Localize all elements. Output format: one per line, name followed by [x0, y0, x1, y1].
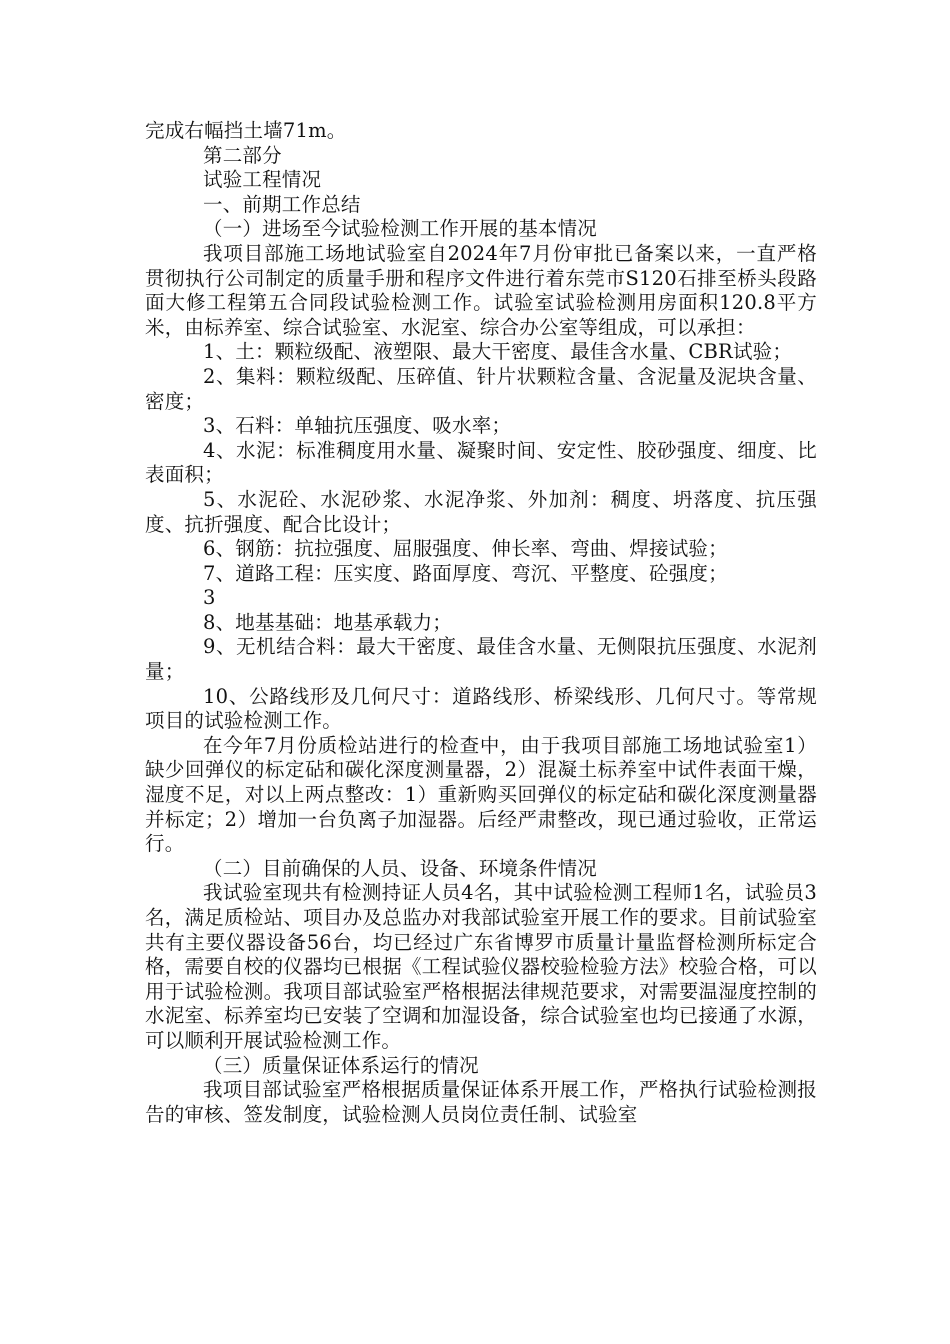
subsection-heading-3: （三）质量保证体系运行的情况: [203, 1053, 479, 1077]
document-body: [145, 119, 817, 1127]
list-item-aggregate: 2、集料：颗粒级配、压碎值、针片状颗粒含量、含泥量及泥块含量、密度；: [145, 364, 817, 413]
section-heading-1: 一、前期工作总结: [203, 192, 361, 216]
subsection-heading-2: （二）目前确保的人员、设备、环境条件情况: [203, 856, 598, 880]
list-item-concrete: 5、水泥砼、水泥砂浆、水泥净浆、外加剂：稠度、坍落度、抗压强度、抗折强度、配合比设计；: [145, 487, 817, 536]
list-item-foundation: 8、地基基础：地基承载力；: [203, 610, 453, 634]
list-item-cement: 4、水泥：标准稠度用水量、凝聚时间、安定性、胶砂强度、细度、比表面积；: [145, 438, 817, 487]
page-number: 3: [203, 586, 216, 610]
paragraph-retaining-wall: 完成右幅挡土墙71m。: [145, 119, 347, 142]
paragraph-quality: 我项目部试验室严格根据质量保证体系开展工作，严格执行试验检测报告的审核、签发制度，试验检测人员岗位责任制、试验室: [145, 1078, 817, 1126]
subsection-heading-1: （一）进场至今试验检测工作开展的基本情况: [203, 217, 598, 241]
list-item-binder: 9、无机结合料：最大干密度、最佳含水量、无侧限抗压强度、水泥剂量；: [145, 635, 817, 684]
paragraph-intro: 我项目部施工场地试验室自2024年7月份审批已备案以来，一直严格贯彻执行公司制定的质量手册和程序文件进行着东莞市S120石排至桥头段路面大修工程第五合同段试验检测工作。试验室试验检测用房面积120.8平方米，由标养室、综合试验室、水泥室、综合办公室等组成，可以承担：: [145, 241, 817, 339]
list-item-rebar: 6、钢筋：抗拉强度、屈服强度、伸长率、弯曲、焊接试验；: [203, 537, 728, 561]
paragraph-inspection: 在今年7月份质检站进行的检查中，由于我项目部施工场地试验室1）缺少回弹仪的标定砧和碳化深度测量器，2）混凝土标养室中试件表面干燥，湿度不足，对以上两点整改：1）重新购买回弹仪的标定砧和碳化深度测量器并标定；2）增加一台负离子加湿器。后经严肃整改，现已通过验收，正常运行。: [145, 733, 817, 856]
paragraph-personnel: 我试验室现共有检测持证人员4名，其中试验检测工程师1名，试验员3名，满足质检站、项目办及总监办对我部试验室开展工作的要求。目前试验室共有主要仪器设备56台，均已经过广东省博罗市质量计量监督检测所标定合格，需要自校的仪器均已根据《工程试验仪器校验检验方法》校验合格，可以用于试验检测。我项目部试验室严格根据法律规范要求，对需要温湿度控制的水泥室、标养室均已安装了空调和加湿设备，综合试验室也均已接通了水源，可以顺利开展试验检测工作。: [145, 881, 817, 1052]
list-item-geometry: 10、公路线形及几何尺寸：道路线形、桥梁线形、几何尺寸。等常规项目的试验检测工作。: [145, 684, 817, 733]
section-title: 试验工程情况: [203, 168, 322, 192]
list-item-soil: 1、土：颗粒级配、液塑限、最大干密度、最佳含水量、CBR试验；: [203, 340, 793, 364]
list-item-stone: 3、石料：单轴抗压强度、吸水率；: [203, 414, 512, 438]
list-item-road: 7、道路工程：压实度、路面厚度、弯沉、平整度、砼强度；: [203, 561, 728, 585]
part-heading: 第二部分: [203, 143, 282, 167]
